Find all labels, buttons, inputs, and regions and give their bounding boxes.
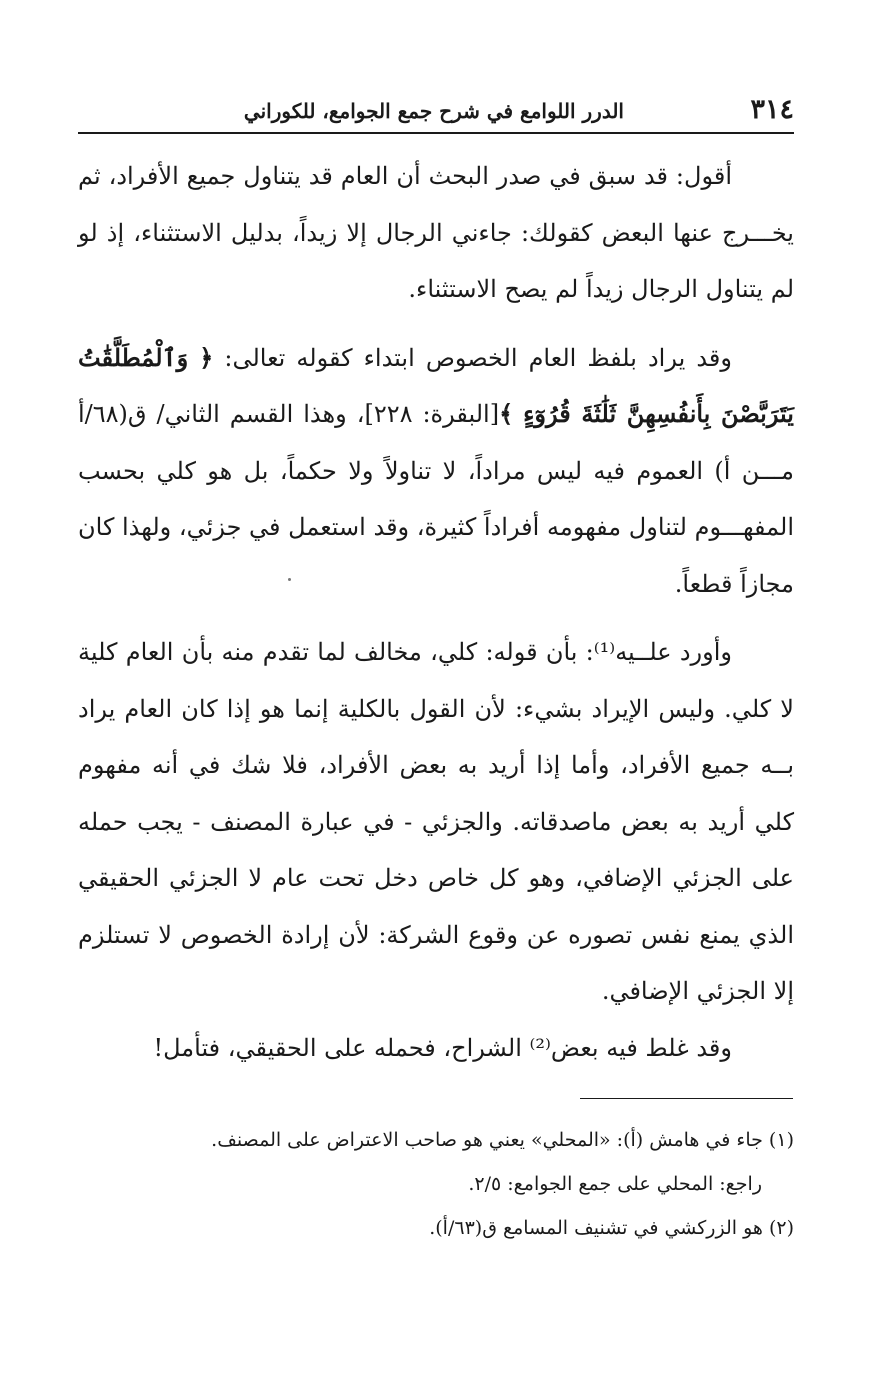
main-text [78,148,794,1076]
print-speck [288,578,291,581]
footnote-2: (٢) هو الزركشي في تشنيف المسامع ق(٦٣/أ). [429,1217,794,1239]
paragraph-2 [78,330,794,613]
footnotes [78,1118,794,1250]
paragraph-1: أقول: قد سبق في صدر البحث أن العام قد يتناول جميع الأفراد، ثم يخـــرج عنها البعض كقولك: جاءني الرجال إلا زيداً، بدليل الاستثناء، إذ لو لم يتناول الرجال زيداً لم يصح الاستثناء. [78,162,794,303]
footnote-separator [580,1098,793,1099]
footnote-1-reference: راجع: المحلي على جمع الجوامع: ٢/٥. [468,1173,762,1195]
quran-close-bracket: ﴾ [499,399,514,428]
page-header [78,92,794,134]
quran-verse: وَٱلْمُطَلَّقَٰتُ يَتَرَبَّصْنَ بِأَنفُسِهِنَّ ثَلَٰثَةَ قُرُوٓءٍ [78,342,794,428]
footnote-1: (١) جاء في هامش (أ): «المحلي» يعني هو صاحب الاعتراض على المصنف. [211,1129,794,1151]
page-number: ٣١٤ [750,94,794,125]
running-title: الدرر اللوامع في شرح جمع الجوامع، للكوراني [243,99,624,123]
paragraph-2-intro: وقد يراد بلفظ العام الخصوص ابتداء كقوله تعالى: [224,343,732,372]
paragraph-2-rest: [البقرة: ٢٢٨]، وهذا القسم الثاني/ ق(٦٨/أ مـــن أ) العموم فيه ليس مراداً، لا تناولاً ولا حكماً، بل هو كلي بحسب المفهـــوم لتناول مفهومه أفراداً كثيرة، وقد استعمل في جزئي، ولهذا كان مجازاً قطعاً. [78,400,794,598]
quran-open-bracket: ﴿ [199,342,214,372]
paragraph-4: وقد غلط فيه بعض⁽²⁾ الشراح، فحمله على الحقيقي، فتأمل! [153,1033,732,1062]
paragraph-3: وأورد علــيه⁽¹⁾: بأن قوله: كلي، مخالف لما تقدم منه بأن العام كلية لا كلي. وليس الإيراد بشيء: لأن القول بالكلية إنما هو إذا كان العام يراد بــه جميع الأفراد، وأما إذا أريد به بعض الأفراد، فلا شك في أنه مفهوم كلي أريد به بعض ماصدقاته. والجزئي - في عبارة المصنف - يجب حمله على الجزئي الإضافي، وهو كل خاص دخل تحت عام لا الجزئي الحقيقي الذي يمنع نفس تصوره عن وقوع الشركة: لأن إرادة الخصوص لا تستلزم إلا الجزئي الإضافي. [78,638,795,1005]
